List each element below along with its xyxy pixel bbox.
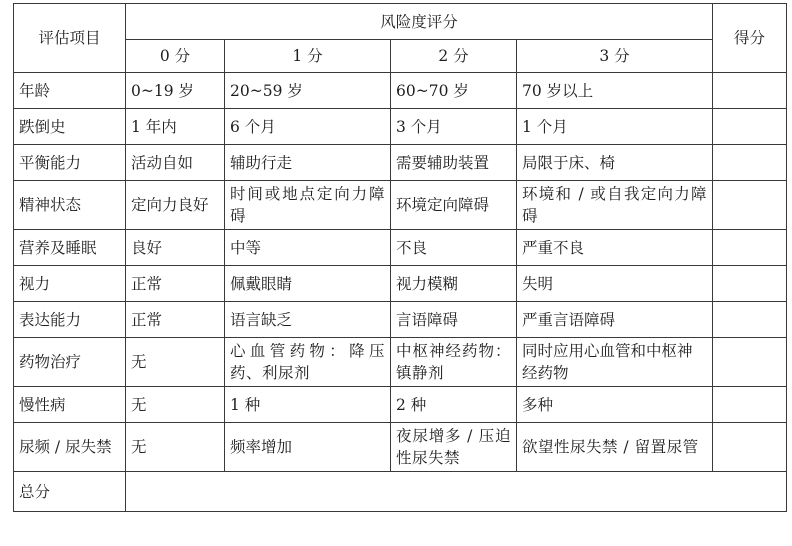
- header-item: 评估项目: [14, 4, 126, 73]
- cell-score-1: 频率增加: [225, 423, 391, 472]
- fall-risk-table-container: [13, 3, 786, 512]
- row-item: 药物治疗: [14, 338, 126, 387]
- cell-score-1: 心血管药物：降压药、利尿剂: [225, 338, 391, 387]
- row-item: 表达能力: [14, 302, 126, 338]
- header-level-0: 0 分: [126, 40, 225, 73]
- cell-score-2: 不良: [391, 230, 517, 266]
- row-item: 尿频 / 尿失禁: [14, 423, 126, 472]
- cell-score-1: 语言缺乏: [225, 302, 391, 338]
- cell-score-1: 辅助行走: [225, 145, 391, 181]
- cell-score-0: 无: [126, 338, 225, 387]
- cell-score-1: 时间或地点定向力障碍: [225, 181, 391, 230]
- table-row: [14, 145, 787, 181]
- table-row: [14, 109, 787, 145]
- cell-score-2: 60~70 岁: [391, 73, 517, 109]
- row-item: 慢性病: [14, 387, 126, 423]
- header-score: 得分: [713, 4, 787, 73]
- cell-score-0: 0~19 岁: [126, 73, 225, 109]
- cell-score-input[interactable]: [713, 338, 787, 387]
- row-item: 跌倒史: [14, 109, 126, 145]
- table-row: [14, 73, 787, 109]
- row-item: 年龄: [14, 73, 126, 109]
- cell-score-1: 中等: [225, 230, 391, 266]
- cell-score-input[interactable]: [713, 423, 787, 472]
- cell-score-3: 严重言语障碍: [517, 302, 713, 338]
- cell-score-input[interactable]: [713, 266, 787, 302]
- cell-score-0: 1 年内: [126, 109, 225, 145]
- row-item: 精神状态: [14, 181, 126, 230]
- cell-score-1: 20~59 岁: [225, 73, 391, 109]
- cell-score-0: 无: [126, 387, 225, 423]
- cell-score-input[interactable]: [713, 302, 787, 338]
- cell-score-3: 欲望性尿失禁 / 留置尿管: [517, 423, 713, 472]
- cell-score-3: 70 岁以上: [517, 73, 713, 109]
- table-row: [14, 423, 787, 472]
- header-level-2: 2 分: [391, 40, 517, 73]
- cell-score-3: 失明: [517, 266, 713, 302]
- cell-score-3: 环境和 / 或自我定向力障碍: [517, 181, 713, 230]
- cell-score-0: 正常: [126, 302, 225, 338]
- cell-score-2: 环境定向障碍: [391, 181, 517, 230]
- cell-score-3: 严重不良: [517, 230, 713, 266]
- table-row: [14, 266, 787, 302]
- total-score-input[interactable]: [126, 472, 787, 512]
- cell-score-2: 2 种: [391, 387, 517, 423]
- header-risk-score: 风险度评分: [126, 4, 713, 40]
- row-item: 营养及睡眠: [14, 230, 126, 266]
- cell-score-0: 定向力良好: [126, 181, 225, 230]
- cell-score-2: 中枢神经药物：镇静剂: [391, 338, 517, 387]
- header-level-1: 1 分: [225, 40, 391, 73]
- cell-score-2: 需要辅助装置: [391, 145, 517, 181]
- cell-score-1: 佩戴眼睛: [225, 266, 391, 302]
- table-row: [14, 181, 787, 230]
- cell-score-3: 同时应用心血管和中枢神经药物: [517, 338, 713, 387]
- header-level-3: 3 分: [517, 40, 713, 73]
- cell-score-0: 良好: [126, 230, 225, 266]
- cell-score-input[interactable]: [713, 145, 787, 181]
- cell-score-0: 正常: [126, 266, 225, 302]
- cell-score-3: 多种: [517, 387, 713, 423]
- cell-score-2: 3 个月: [391, 109, 517, 145]
- cell-score-input[interactable]: [713, 181, 787, 230]
- table-row: [14, 230, 787, 266]
- total-row: [14, 472, 787, 512]
- cell-score-3: 1 个月: [517, 109, 713, 145]
- cell-score-1: 1 种: [225, 387, 391, 423]
- cell-score-2: 言语障碍: [391, 302, 517, 338]
- table-row: [14, 387, 787, 423]
- fall-risk-assessment-table: [13, 3, 787, 512]
- cell-score-input[interactable]: [713, 73, 787, 109]
- cell-score-input[interactable]: [713, 387, 787, 423]
- cell-score-2: 夜尿增多 / 压迫性尿失禁: [391, 423, 517, 472]
- cell-score-1: 6 个月: [225, 109, 391, 145]
- row-item: 视力: [14, 266, 126, 302]
- header-row-1: [14, 4, 787, 40]
- cell-score-2: 视力模糊: [391, 266, 517, 302]
- table-row: [14, 338, 787, 387]
- cell-score-3: 局限于床、椅: [517, 145, 713, 181]
- row-item: 平衡能力: [14, 145, 126, 181]
- cell-score-0: 活动自如: [126, 145, 225, 181]
- cell-score-0: 无: [126, 423, 225, 472]
- header-row-2: [14, 40, 787, 73]
- total-label: 总分: [14, 472, 126, 512]
- cell-score-input[interactable]: [713, 230, 787, 266]
- table-row: [14, 302, 787, 338]
- cell-score-input[interactable]: [713, 109, 787, 145]
